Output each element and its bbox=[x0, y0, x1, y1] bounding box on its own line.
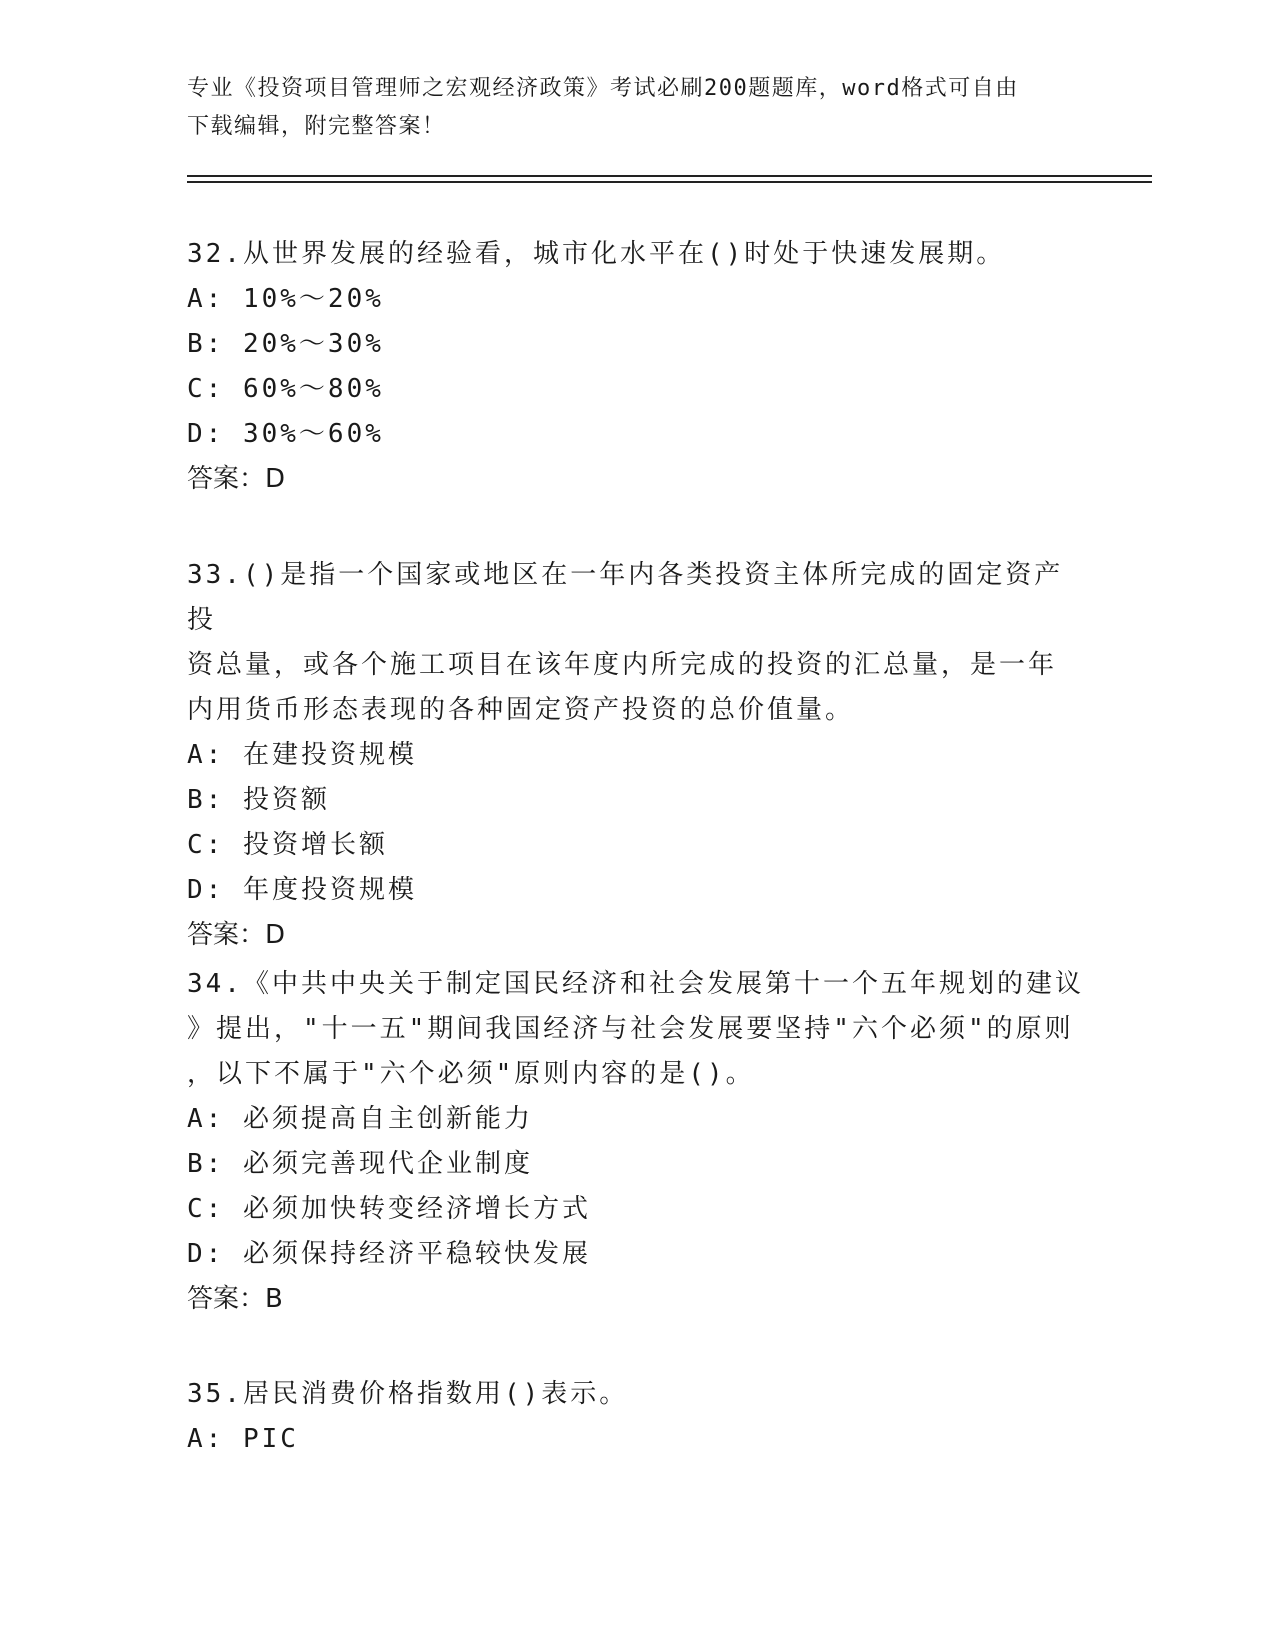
option-d: D: 年度投资规模 bbox=[187, 875, 417, 905]
question-stem-line-3: ，以下不属于"六个必须"原则内容的是()。 bbox=[187, 1059, 755, 1089]
option-a: A: 10%～20% bbox=[187, 284, 384, 314]
header-divider-bottom bbox=[187, 181, 1152, 183]
header-divider-top bbox=[187, 175, 1152, 177]
question-32 bbox=[187, 232, 1087, 502]
question-35 bbox=[187, 1372, 1087, 1462]
option-a: A: PIC bbox=[187, 1424, 299, 1454]
header-line-1: 专业《投资项目管理师之宏观经济政策》考试必刷200题题库，word格式可自由 bbox=[187, 76, 1019, 101]
option-c: C: 60%～80% bbox=[187, 374, 384, 404]
option-a: A: 在建投资规模 bbox=[187, 740, 417, 770]
header-line-2: 下载编辑，附完整答案！ bbox=[187, 114, 446, 139]
question-stem: 32.从世界发展的经验看，城市化水平在()时处于快速发展期。 bbox=[187, 239, 1006, 269]
answer-label: 答案：D bbox=[187, 464, 286, 494]
option-b: B: 投资额 bbox=[187, 785, 330, 815]
option-b: B: 必须完善现代企业制度 bbox=[187, 1149, 533, 1179]
option-a: A: 必须提高自主创新能力 bbox=[187, 1104, 533, 1134]
option-b: B: 20%～30% bbox=[187, 329, 384, 359]
answer-label: 答案：B bbox=[187, 1284, 283, 1314]
question-stem-line-1: 33.()是指一个国家或地区在一年内各类投资主体所完成的固定资产投 bbox=[187, 560, 1064, 635]
question-stem-line-1: 34.《中共中央关于制定国民经济和社会发展第十一个五年规划的建议 bbox=[187, 969, 1084, 999]
option-d: D: 必须保持经济平稳较快发展 bbox=[187, 1239, 591, 1269]
question-stem-line-2: 》提出，"十一五"期间我国经济与社会发展要坚持"六个必须"的原则 bbox=[187, 1014, 1074, 1044]
option-d: D: 30%～60% bbox=[187, 419, 384, 449]
question-34 bbox=[187, 962, 1087, 1322]
question-33 bbox=[187, 553, 1087, 958]
option-c: C: 必须加快转变经济增长方式 bbox=[187, 1194, 591, 1224]
question-stem: 35.居民消费价格指数用()表示。 bbox=[187, 1379, 629, 1409]
answer-label: 答案：D bbox=[187, 920, 286, 950]
document-header bbox=[187, 70, 1087, 146]
question-stem-line-3: 内用货币形态表现的各种固定资产投资的总价值量。 bbox=[187, 695, 855, 725]
question-stem-line-2: 资总量，或各个施工项目在该年度内所完成的投资的汇总量，是一年 bbox=[187, 650, 1058, 680]
option-c: C: 投资增长额 bbox=[187, 830, 388, 860]
